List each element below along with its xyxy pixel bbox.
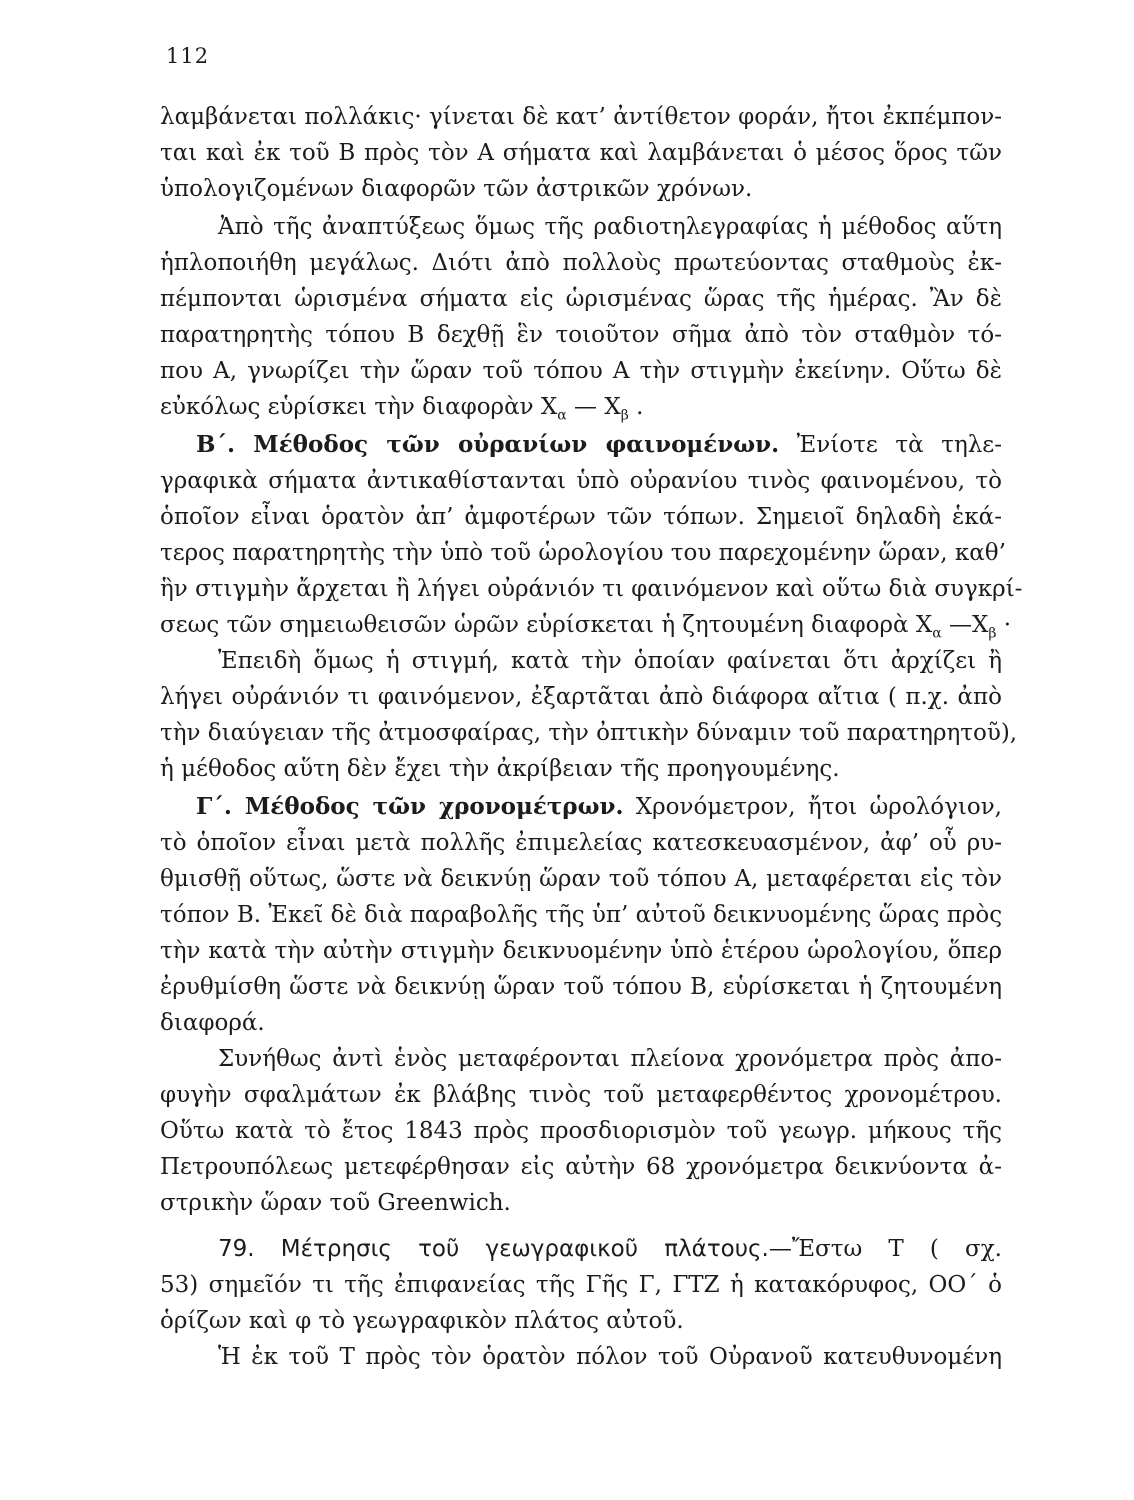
text-line: ἡ μέθοδος αὕτη δὲν ἔχει τὴν ἀκρίβειαν τῆς προηγουμένης.	[160, 756, 840, 782]
section-heading-line	[160, 790, 1002, 826]
section-heading: 79. Μέτρησις τοῦ γεωγραφικοῦ πλάτους.	[218, 1236, 769, 1262]
text-line: στρικὴν ὥραν τοῦ Greenwich.	[160, 1190, 511, 1216]
text-line: ὁρίζων καὶ φ τὸ γεωγραφικὸν πλάτος αὐτοῦ.	[160, 1308, 684, 1334]
text-line: λαμβάνεται πολλάκις· γίνεται δὲ κατ’ ἀντίθετον φοράν, ἤτοι ἐκπέμπον-	[160, 104, 1002, 130]
text-line: παρατηρητὴς τόπου Β δεχθῇ ἓν τοιοῦτον σῆμα ἀπὸ τὸν σταθμὸν τό-	[160, 322, 1002, 348]
text-run: —Χ	[941, 612, 989, 638]
subscript: β	[620, 407, 629, 424]
text-line: ὑπολογιζομένων διαφορῶν τῶν ἀστρικῶν χρόνων.	[160, 176, 753, 202]
text-run: — Χ	[566, 394, 621, 420]
subscript: α	[557, 407, 567, 424]
text-line: φυγὴν σφαλμάτων ἐκ βλάβης τινὸς τοῦ μεταφερθέντος χρονομέτρου.	[160, 1082, 1002, 1108]
text-line: διαφορά.	[160, 1010, 265, 1036]
text-line: ὁποῖον εἶναι ὁρατὸν ἀπ’ ἀμφοτέρων τῶν τόπων. Σημειοῖ δηλαδὴ ἑκά-	[160, 504, 1002, 530]
text-line: Πετρουπόλεως μετεφέρθησαν εἰς αὐτὴν 68 χρονόμετρα δεικνύοντα ἀ-	[160, 1154, 1002, 1180]
subscript: α	[932, 625, 942, 642]
text-line: τὴν διαύγειαν τῆς ἀτμοσφαίρας, τὴν ὀπτικὴν δύναμιν τοῦ παρατηρητοῦ),	[160, 720, 1018, 746]
section-heading-line	[160, 1232, 1002, 1268]
text-line: θμισθῇ οὕτως, ὥστε νὰ δεικνύῃ ὥραν τοῦ τόπου Α, μεταφέρεται εἰς τὸν	[160, 866, 1002, 892]
section-heading-line	[160, 428, 1002, 464]
text-line	[160, 608, 1012, 644]
text-line: τὸ ὁποῖον εἶναι μετὰ πολλῆς ἐπιμελείας κατεσκευασμένον, ἀφ’ οὗ ρυ-	[160, 830, 1002, 856]
text-line: λήγει οὐράνιόν τι φαινόμενον, ἐξαρτᾶται ἀπὸ διάφορα αἴτια ( π.χ. ἀπὸ	[160, 684, 1002, 710]
text-run: —Ἔστω Τ ( σχ.	[768, 1236, 1002, 1262]
section-heading: Β΄. Μέθοδος τῶν οὐρανίων φαινομένων.	[196, 431, 780, 458]
text-run: σεως τῶν σημειωθεισῶν ὡρῶν εὑρίσκεται ἡ ζητουμένη διαφορὰ Χ	[160, 612, 933, 638]
text-run: Ἐνίοτε τὰ τηλε-	[779, 432, 1002, 458]
text-line: Συνήθως ἀντὶ ἑνὸς μεταφέρονται πλείονα χρονόμετρα πρὸς ἀπο-	[218, 1046, 1002, 1072]
text-line: ἡπλοποιήθη μεγάλως. Διότι ἀπὸ πολλοὺς πρωτεύοντας σταθμοὺς ἐκ-	[160, 250, 1002, 276]
text-line: γραφικὰ σήματα ἀντικαθίστανται ὑπὸ οὐρανίου τινὸς φαινομένου, τὸ	[160, 468, 1002, 494]
text-line: ται καὶ ἐκ τοῦ Β πρὸς τὸν Α σήματα καὶ λαμβάνεται ὁ μέσος ὅρος τῶν	[160, 140, 1002, 166]
text-run: εὐκόλως εὑρίσκει τὴν διαφορὰν Χ	[160, 394, 558, 420]
text-run: .	[628, 394, 644, 420]
text-line: πέμπονται ὡρισμένα σήματα εἰς ὡρισμένας ὥρας τῆς ἡμέρας. Ἂν δὲ	[160, 286, 1002, 312]
subscript: β	[988, 625, 997, 642]
text-run: ·	[996, 612, 1012, 638]
text-line: που Α, γνωρίζει τὴν ὥραν τοῦ τόπου Α τὴν στιγμὴν ἐκείνην. Οὕτω δὲ	[160, 358, 1002, 384]
text-line: ἐρυθμίσθη ὥστε νὰ δεικνύῃ ὥραν τοῦ τόπου Β, εὑρίσκεται ἡ ζητουμένη	[160, 974, 1002, 1000]
text-line	[160, 390, 1002, 426]
text-line: 53) σημεῖόν τι τῆς ἐπιφανείας τῆς Γῆς Γ, ΓΤΖ ἡ κατακόρυφος, ΟΟ΄ ὁ	[160, 1272, 1002, 1298]
page-number: 112	[166, 44, 210, 68]
text-line: τὴν κατὰ τὴν αὐτὴν στιγμὴν δεικνυομένην ὑπὸ ἑτέρου ὡρολογίου, ὅπερ	[160, 938, 1002, 964]
text-line: Ἀπὸ τῆς ἀναπτύξεως ὅμως τῆς ραδιοτηλεγραφίας ἡ μέθοδος αὕτη	[218, 214, 1002, 240]
text-line: τόπον Β. Ἐκεῖ δὲ διὰ παραβολῆς τῆς ὑπ’ αὐτοῦ δεικνυομένης ὥρας πρὸς	[160, 902, 1003, 928]
text-line: Οὕτω κατὰ τὸ ἔτος 1843 πρὸς προσδιορισμὸν τοῦ γεωγρ. μήκους τῆς	[160, 1118, 1002, 1144]
text-line: Ἡ ἐκ τοῦ Τ πρὸς τὸν ὁρατὸν πόλον τοῦ Οὐρανοῦ κατευθυνομένη	[218, 1344, 1002, 1370]
text-run: Χρονόμετρον, ἤτοι ὡρολόγιον,	[623, 794, 1002, 820]
text-line: Ἐπειδὴ ὅμως ἡ στιγμή, κατὰ τὴν ὁποίαν φαίνεται ὅτι ἀρχίζει ἢ	[218, 648, 1002, 674]
text-line: τερος παρατηρητὴς τὴν ὑπὸ τοῦ ὡρολογίου του παρεχομένην ὥραν, καθ’	[160, 540, 1006, 566]
text-line: ἣν στιγμὴν ἄρχεται ἢ λήγει οὐράνιόν τι φαινόμενον καὶ οὕτω διὰ συγκρί-	[160, 576, 1023, 602]
section-heading: Γ΄. Μέθοδος τῶν χρονομέτρων.	[196, 793, 624, 820]
